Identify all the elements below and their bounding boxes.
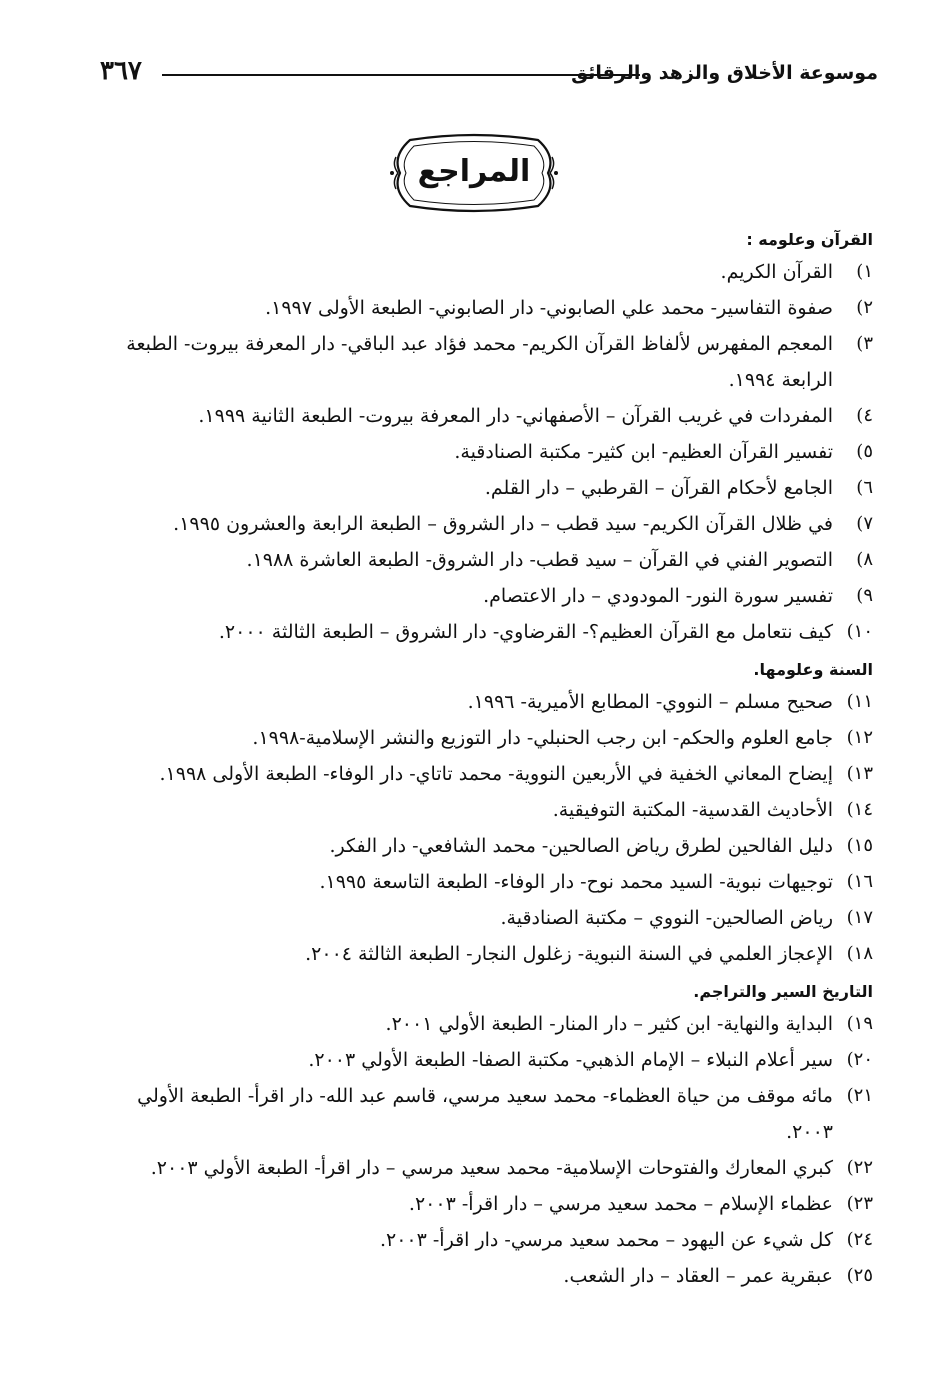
reference-item: [113, 506, 873, 542]
reference-text: البداية والنهاية- ابن كثير – دار المنار- الطبعة الأولي ٢٠٠١.: [385, 1013, 833, 1035]
reference-item: [113, 1042, 873, 1078]
reference-number: ٢٥): [846, 1265, 873, 1286]
reference-item: [113, 864, 873, 900]
reference-text: عبقرية عمر – العقاد – دار الشعب.: [563, 1265, 833, 1287]
reference-item: [113, 1186, 873, 1222]
reference-text: كل شيء عن اليهود – محمد سعيد مرسي- دار اقرأ- ٢٠٠٣.: [379, 1229, 833, 1251]
reference-number: ٢٤): [846, 1229, 873, 1250]
reference-item: [113, 578, 873, 614]
reference-number: ٢٣): [846, 1193, 873, 1214]
reference-number: ٨): [856, 549, 873, 570]
reference-text: تفسير القرآن العظيم- ابن كثير- مكتبة الصنادقية.: [454, 441, 833, 463]
reference-number: ١٩): [846, 1013, 873, 1034]
reference-text: التصوير الفني في القرآن – سيد قطب- دار الشروق- الطبعة العاشرة ١٩٨٨.: [246, 549, 833, 571]
reference-number: ١٧): [846, 907, 873, 928]
reference-text: الإعجاز العلمي في السنة النبوية- زغلول النجار- الطبعة الثالثة ٢٠٠٤.: [305, 943, 833, 965]
reference-number: ٤): [856, 405, 873, 426]
reference-item: [113, 828, 873, 864]
reference-number: ٥): [856, 441, 873, 462]
running-title: موسوعة الأخلاق والزهد والرقائق: [571, 62, 878, 84]
reference-number: ١٠): [846, 621, 873, 642]
reference-item: [113, 792, 873, 828]
reference-item: [113, 542, 873, 578]
reference-list-history: [113, 1006, 873, 1294]
reference-item: [113, 756, 873, 792]
reference-number: ٢٠): [846, 1049, 873, 1070]
reference-item: [113, 936, 873, 972]
reference-text: الأحاديث القدسية- المكتبة التوفيقية.: [552, 799, 833, 821]
reference-item: [113, 326, 873, 398]
reference-item: [113, 1006, 873, 1042]
reference-item: [113, 398, 873, 434]
page-number: ٣٦٧: [100, 56, 142, 86]
reference-text: المعجم المفهرس لألفاظ القرآن الكريم- محمد فؤاد عبد الباقي- دار المعرفة بيروت- الطبعة الرابعة ١٩٩٤.: [126, 333, 833, 391]
reference-number: ١٣): [846, 763, 873, 784]
reference-text: رياض الصالحين- النووي – مكتبة الصنادقية.: [500, 907, 833, 929]
reference-number: ١٤): [846, 799, 873, 820]
reference-text: المفردات في غريب القرآن – الأصفهاني- دار المعرفة بيروت- الطبعة الثانية ١٩٩٩.: [198, 405, 833, 427]
reference-number: ٢٢): [846, 1157, 873, 1178]
reference-text: الجامع لأحكام القرآن – القرطبي – دار القلم.: [484, 477, 833, 499]
reference-text: عظماء الإسلام – محمد سعيد مرسي – دار اقرأ- ٢٠٠٣.: [408, 1193, 833, 1215]
reference-text: في ظلال القرآن الكريم- سيد قطب – دار الشروق – الطبعة الرابعة والعشرون ١٩٩٥.: [173, 513, 833, 535]
section-title-sunnah: السنة وعلومها.: [753, 660, 873, 679]
reference-text: توجيهات نبوية- السيد محمد نوح- دار الوفاء- الطبعة التاسعة ١٩٩٥.: [319, 871, 833, 893]
reference-number: ١٦): [846, 871, 873, 892]
reference-item: [113, 254, 873, 290]
reference-number: ٢): [856, 297, 873, 318]
reference-text: جامع العلوم والحكم- ابن رجب الحنبلي- دار التوزيع والنشر الإسلامية-١٩٩٨.: [252, 727, 833, 749]
reference-text: كبري المعارك والفتوحات الإسلامية- محمد سعيد مرسي – دار اقرأ- الطبعة الأولي ٢٠٠٣.: [150, 1157, 833, 1179]
reference-number: ١٢): [846, 727, 873, 748]
reference-item: [113, 290, 873, 326]
reference-text: صحيح مسلم – النووي- المطابع الأميرية- ١٩٩٦.: [467, 691, 833, 713]
reference-item: [113, 720, 873, 756]
reference-number: ٧): [856, 513, 873, 534]
reference-item: [113, 684, 873, 720]
reference-item: [113, 1258, 873, 1294]
reference-item: [113, 434, 873, 470]
page-heading: المراجع: [417, 154, 531, 189]
reference-number: ٩): [856, 585, 873, 606]
reference-text: إيضاح المعاني الخفية في الأربعين النووية- محمد تاتاي- دار الوفاء- الطبعة الأولى ١٩٩٨.: [159, 763, 833, 785]
reference-text: دليل الفالحين لطرق رياض الصالحين- محمد الشافعي- دار الفكر.: [329, 835, 833, 857]
reference-number: ١): [856, 261, 873, 282]
reference-item: [113, 614, 873, 650]
reference-text: تفسير سورة النور- المودودي – دار الاعتصام.: [483, 585, 833, 607]
reference-item: [113, 1078, 873, 1150]
section-title-quran: القرآن وعلومه :: [746, 230, 873, 249]
reference-number: ١٨): [846, 943, 873, 964]
section-title-history: التاريخ السير والتراجم.: [693, 982, 873, 1001]
references-content: [113, 222, 873, 1294]
reference-item: [113, 1222, 873, 1258]
heading-cartouche: [388, 130, 560, 216]
reference-number: ٢١): [846, 1085, 873, 1106]
running-header: [100, 56, 878, 96]
reference-number: ٣): [856, 333, 873, 354]
reference-text: مائه موقف من حياة العظماء- محمد سعيد مرسي، قاسم عبد الله- دار اقرأ- الطبعة الأولي ٢٠٠٣.: [137, 1085, 833, 1143]
reference-list-sunnah: [113, 684, 873, 972]
reference-number: ١٥): [846, 835, 873, 856]
reference-text: كيف نتعامل مع القرآن العظيم؟- القرضاوي- دار الشروق – الطبعة الثالثة ٢٠٠٠.: [218, 621, 833, 643]
reference-text: صفوة التفاسير- محمد علي الصابوني- دار الصابوني- الطبعة الأولى ١٩٩٧.: [265, 297, 833, 319]
reference-number: ١١): [846, 691, 873, 712]
reference-item: [113, 1150, 873, 1186]
reference-item: [113, 470, 873, 506]
header-rule: [162, 74, 640, 76]
reference-list-quran: [113, 254, 873, 650]
reference-item: [113, 900, 873, 936]
reference-text: سير أعلام النبلاء – الإمام الذهبي- مكتبة الصفا- الطبعة الأولي ٢٠٠٣.: [308, 1049, 833, 1071]
reference-text: القرآن الكريم.: [720, 261, 833, 283]
reference-number: ٦): [856, 477, 873, 498]
